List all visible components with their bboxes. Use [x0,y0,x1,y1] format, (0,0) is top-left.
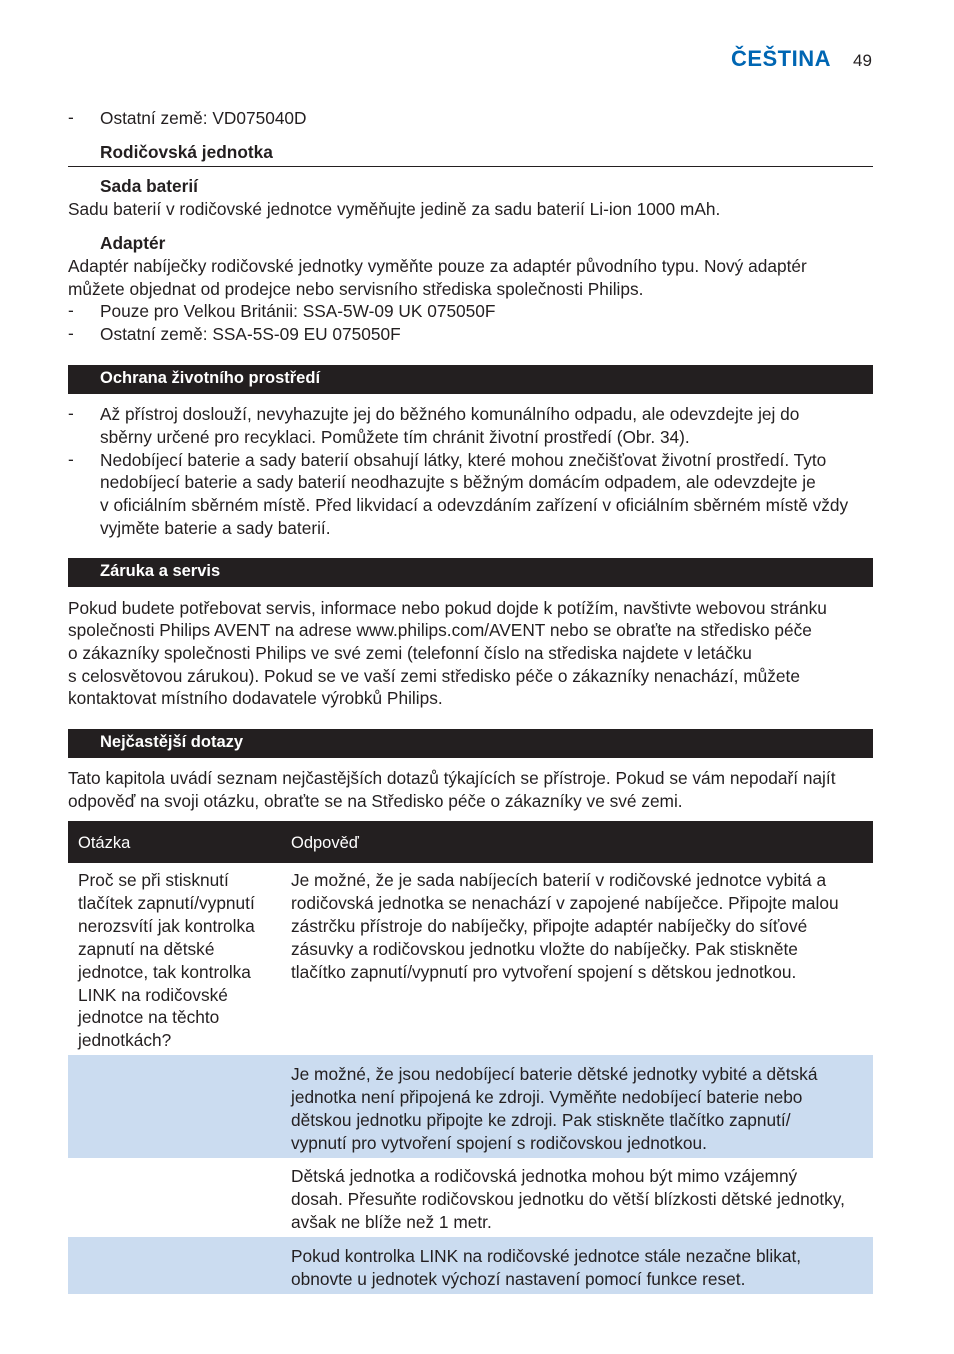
question-line: LINK na rodičovské [78,984,228,1005]
environment-bullet2-line: v oficiálním sběrném místě. Před likvidací a odevzdáním zařízení v oficiálním sběrném místě vždy [100,495,849,515]
warranty-text-line: kontaktovat místního dodavatele výrobků Philips. [68,688,443,708]
section-title-warranty: Záruka a servis [100,562,221,580]
answer-line: avšak ne blíže než 1 metr. [291,1211,492,1232]
environment-bullet1-line: Až přístroj doslouží, nevyhazujte jej do běžného komunálního odpadu, ale odevzdejte jej do [100,404,800,424]
section-rule [68,166,873,167]
adapter-bullet-uk: Pouze pro Velkou Británii: SSA-5W-09 UK 075050F [100,301,496,321]
battery-text: Sadu baterií v rodičovské jednotce vyměňujte jedině za sadu baterií Li-ion 1000 mAh. [68,199,721,219]
answer-cell [291,1063,817,1155]
answer-line: Dětská jednotka a rodičovská jednotka mohou být mimo vzájemný [291,1166,798,1186]
question-line: Proč se při stisknutí [78,870,229,890]
answer-cell [291,1165,845,1234]
battery-title: Sada baterií [100,176,198,196]
warranty-text-line: s celosvětovou zárukou). Pokud se ve vaší zemi středisko péče o zákazníky nenachází, můžete [68,666,800,686]
warranty-text-line [68,619,868,642]
question-line: zapnutí na dětské [78,938,215,959]
section-bar-faq [68,729,873,758]
question-line: jednotce na těchto [78,1007,220,1028]
answer-line: zásuvky a rodičovskou jednotku vložte do nabíječky. Pak stiskněte [291,938,798,959]
adapter-text-line: Adaptér nabíječky rodičovské jednotky vyměňte pouze za adaptér původního typu. Nový adaptér [68,256,807,276]
environment-bullet2-line: Nedobíjecí baterie a sady baterií obsahují látky, které mohou znečišťovat životní prostředí. Tyto [100,450,827,470]
question-line: jednotce, tak kontrolka [78,961,251,982]
warranty-text-post: nebo se obraťte na středisko péče [545,620,812,640]
adapter-title: Adaptér [100,233,166,253]
page-number: 49 [853,51,872,70]
answer-line: Pokud kontrolka LINK na rodičovské jednotce stále nezačne blikat, [291,1246,802,1266]
question-line: tlačítek zapnutí/vypnutí [78,892,255,913]
intro-line: Ostatní země: VD075040D [100,108,307,128]
section-bar-warranty [68,558,873,587]
environment-bullet1-line: sběrny určené pro recyklaci. Pomůžete tím chránit životní prostředí (Obr. 34). [100,427,690,447]
warranty-text-pre: společnosti Philips AVENT na adrese [68,620,357,640]
section-title-faq: Nejčastější dotazy [100,733,244,751]
environment-bullet2-line: vyjměte baterie a sady baterií. [100,518,331,538]
answer-line: jednotka není připojená ke zdroji. Vyměňte nedobíjecí baterie nebo [291,1086,803,1107]
bullet-dash: - [68,449,74,469]
warranty-text-line: o zákazníky společnosti Philips ve své zemi (telefonní číslo na střediska najdete v letáčku [68,643,752,663]
faq-intro-line: odpověď na svoji otázku, obraťte se na Středisko péče o zákazníky ve své zemi. [68,791,683,811]
question-line: nerozsvítí jak kontrolka [78,915,255,936]
answer-cell [291,1245,801,1291]
column-header-answer: Odpověď [291,834,359,852]
bullet-dash: - [68,323,74,343]
adapter-bullet-other: Ostatní země: SSA-5S-09 EU 075050F [100,324,401,344]
faq-intro-line: Tato kapitola uvádí seznam nejčastějších dotazů týkajících se přístroje. Pokud se vám nepodaří najít [68,768,836,788]
philips-website-link[interactable]: www.philips.com/AVENT [356,620,546,640]
bullet-dash: - [68,403,74,423]
bullet-dash: - [68,300,74,320]
warranty-text-line: Pokud budete potřebovat servis, informace nebo pokud dojde k potížím, navštivte webovou stránku [68,598,827,618]
answer-line: zástrčku přístroje do nabíječky, připojte adaptér nabíječky do síťové [291,915,808,936]
column-header-question: Otázka [78,834,131,852]
answer-line: obnovte u jednotek výchozí nastavení pomocí funkce reset. [291,1268,746,1289]
answer-line: Je možné, že je sada nabíjecích baterií v rodičovské jednotce vybitá a [291,870,827,890]
section-title-parent-unit: Rodičovská jednotka [100,142,273,162]
bullet-dash: - [68,107,74,127]
answer-cell [291,869,839,984]
answer-line: dětskou jednotku připojte ke zdroji. Pak stiskněte tlačítko zapnutí/ [291,1109,791,1130]
answer-line: Je možné, že jsou nedobíjecí baterie dětské jednotky vybité a dětská [291,1064,818,1084]
table-header [68,821,873,863]
language-title: ČEŠTINA [730,46,831,71]
question-cell [78,869,255,1052]
environment-bullet2-line: nedobíjecí baterie a sady baterií neodhazujte s běžným domácím odpadem, ale odevzdejte je [100,472,816,492]
section-bar-environment [68,365,873,394]
answer-line: rodičovská jednotka se nenachází v zapojené nabíječce. Připojte malou [291,892,839,913]
question-line: jednotkách? [78,1030,172,1051]
adapter-text-line: můžete objednat od prodejce nebo servisního střediska společnosti Philips. [68,279,644,299]
answer-line: vypnutí pro vytvoření spojení s rodičovskou jednotkou. [291,1132,707,1153]
section-title-environment: Ochrana životního prostředí [100,369,321,387]
answer-line: dosah. Přesuňte rodičovskou jednotku do větší blízkosti dětské jednotky, [291,1188,845,1209]
answer-line: tlačítko zapnutí/vypnutí pro vytvoření spojení s dětskou jednotkou. [291,961,797,982]
